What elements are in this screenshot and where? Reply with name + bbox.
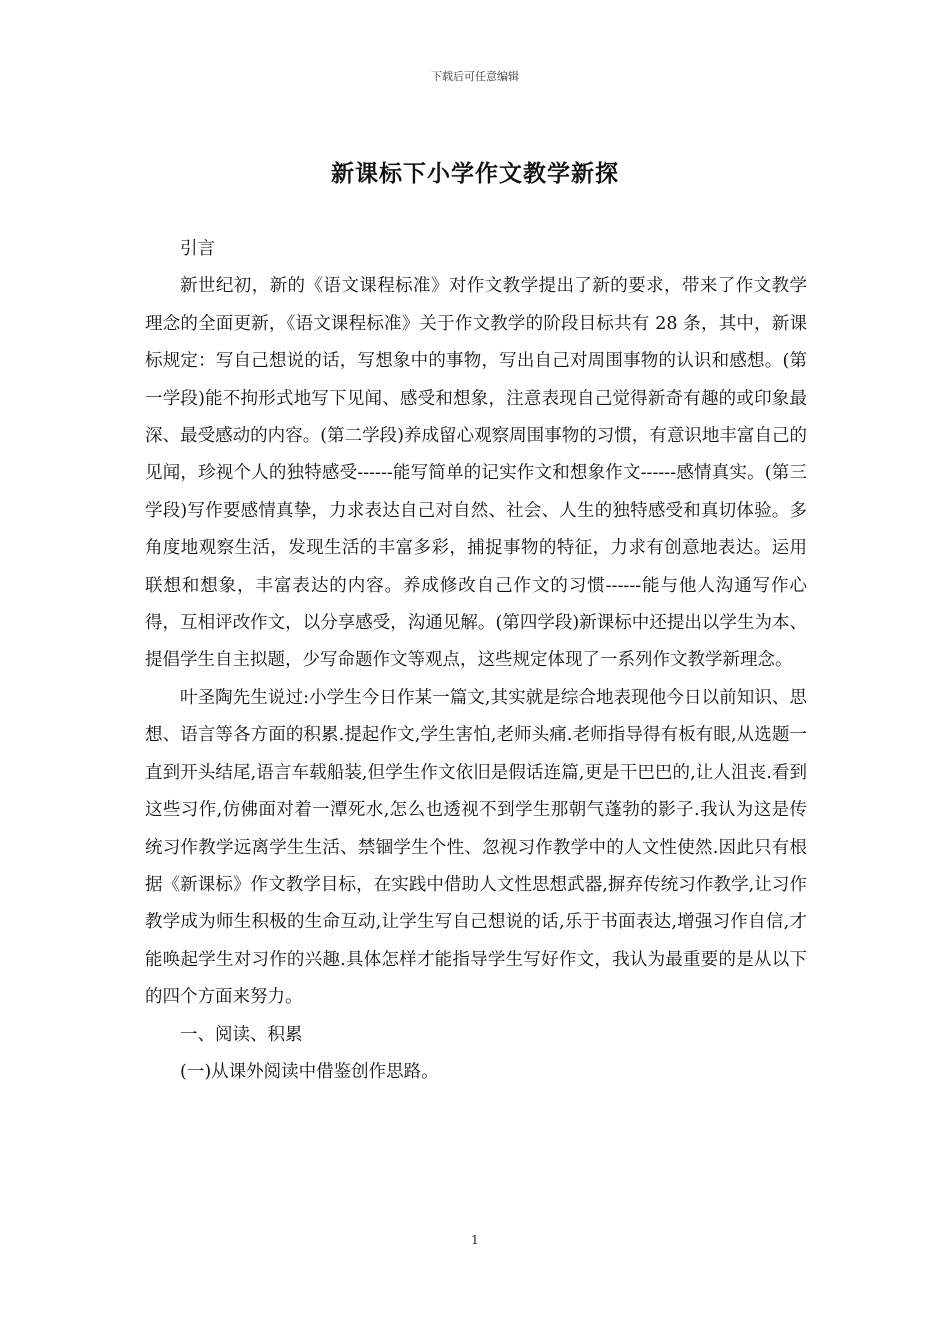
body-paragraph: 叶圣陶先生说过:小学生今日作某一篇文,其实就是综合地表现他今日以前知识、思想、语言等各方面的积累.提起作文,学生害怕,老师头痛.老师指导得有板有眼,从选题一直到开头结尾,语言车载船装,但学生作文依旧是假话连篇,更是干巴巴的,让人沮丧.看到这些习作,仿佛面对着一潭死水,怎么也透视不到学生那朝气蓬勃的影子.我认为这是传统习作教学远离学生生活、禁锢学生个性、忽视习作教学中的人文性使然.因此只有根据《新课标》作文教学目标，在实践中借助人文性思想武器,摒弃传统习作教学,让习作教学成为师生积极的生命互动,让学生写自己想说的话,乐于书面表达,增强习作自信,才能唤起学生对习作的兴趣.具体怎样才能指导学生写好作文，我认为最重要的是从以下的四个方面来努力。 [145, 687, 807, 1008]
body-paragraph: 新世纪初，新的《语文课程标准》对作文教学提出了新的要求，带来了作文教学理念的全面更新，《语文课程标准》关于作文教学的阶段目标共有 28 条，其中，新课标规定：写自己想说的话，写想象中的事物，写出自己对周围事物的认识和感想。(第一学段)能不拘形式地写下见闻、感受和想象，注意表现自己觉得新奇有趣的或印象最深、最受感动的内容。(第二学段)养成留心观察周围事物的习惯，有意识地丰富自己的见闻，珍视个人的独特感受------能写简单的记实作文和想象作文------感情真实。(第三学段)写作要感情真挚，力求表达自己对自然、社会、人生的独特感受和真切体验。多角度地观察生活，发现生活的丰富多彩，捕捉事物的特征，力求有创意地表达。运用联想和想象，丰富表达的内容。养成修改自己作文的习惯------能与他人沟通写作心得，互相评改作文，以分享感受，沟通见解。(第四学段)新课标中还提出以学生为本、提倡学生自主拟题，少写命题作文等观点，这些规定体现了一系列作文教学新理念。 [145, 276, 807, 671]
document-body [145, 231, 807, 1091]
page-number: 1 [471, 1233, 479, 1247]
subsection-heading: (一)从课外阅读中借鉴创作思路。 [180, 1061, 439, 1082]
section-heading: 一、阅读、积累 [180, 1024, 303, 1045]
page-header-note: 下载后可任意编辑 [431, 70, 519, 83]
section-heading-intro: 引言 [180, 239, 215, 259]
document-title: 新课标下小学作文教学新探 [331, 160, 619, 187]
